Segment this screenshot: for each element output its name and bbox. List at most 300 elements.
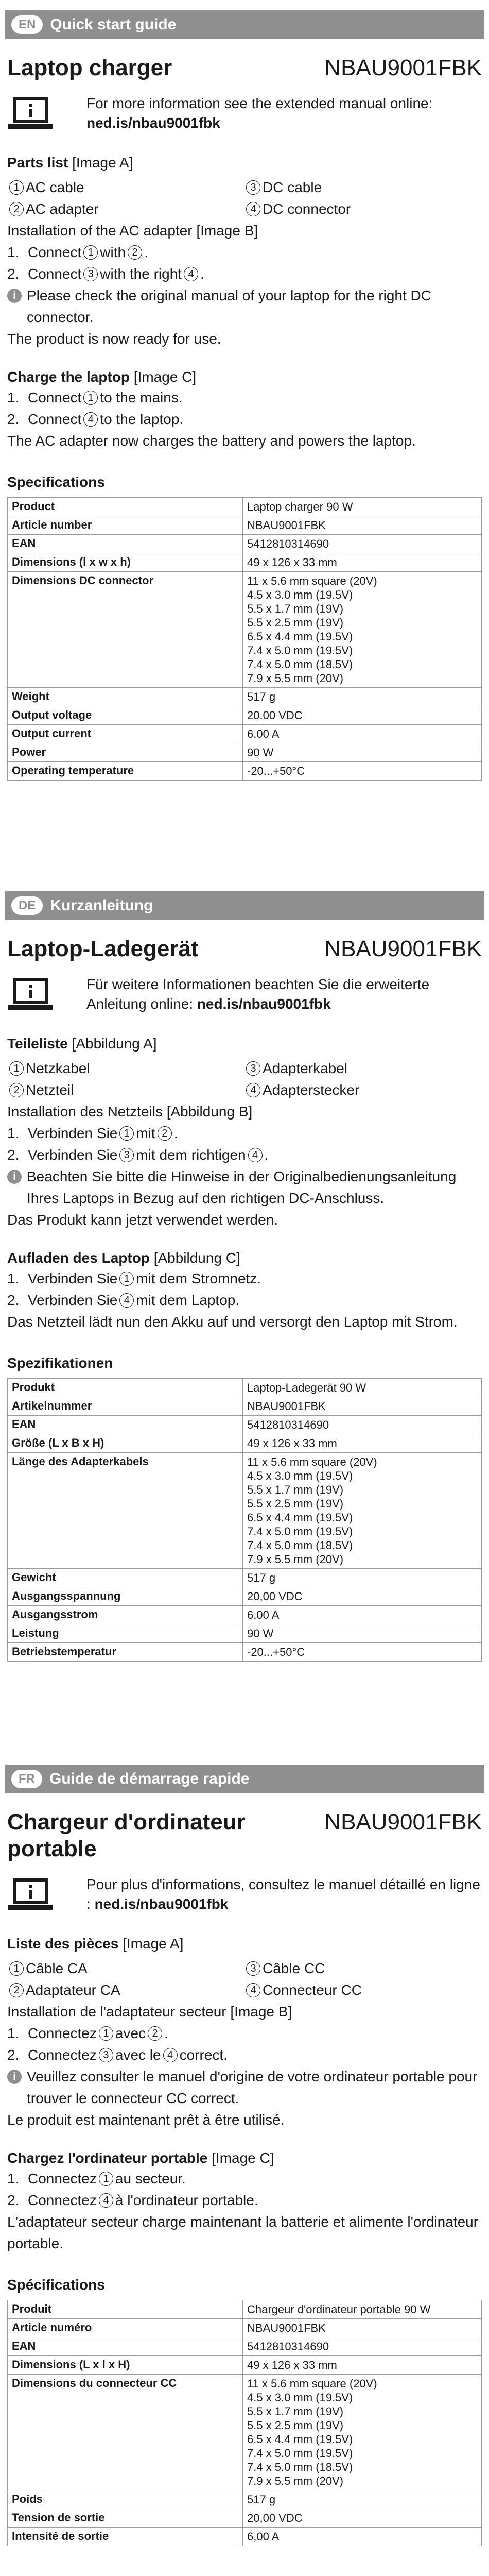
- specs-heading: Specifications: [7, 474, 105, 490]
- install-step: [7, 2044, 482, 2066]
- step-text: mit dem Stromnetz.: [136, 1270, 261, 1286]
- specs-row: [8, 2356, 482, 2375]
- number-circle: 2: [158, 1126, 172, 1141]
- specs-row: [8, 2375, 482, 2490]
- charge-heading-text: Charge the laptop: [7, 369, 130, 385]
- section-header-bar: [5, 891, 484, 920]
- note-text: Beachten Sie bitte die Hinweise in der Originalbedienungsanleitung Ihres Laptops in Bezug auf den richtigen DC-Anschluss.: [27, 1168, 457, 1206]
- number-circle: 2: [9, 1983, 24, 1997]
- spec-value-line: 49 x 126 x 33 mm: [247, 556, 337, 569]
- part-item: [244, 177, 481, 198]
- spec-value: [243, 1434, 482, 1453]
- product-title: Laptop charger: [7, 55, 172, 80]
- spec-value-line: 20,00 VDC: [247, 2512, 303, 2524]
- step-number: 2.: [7, 411, 20, 427]
- spec-key: Operating temperature: [8, 762, 243, 781]
- charge-heading-text: Chargez l'ordinateur portable: [7, 2150, 208, 2166]
- spec-value-line: 6,00 A: [247, 1608, 280, 1621]
- specs-row: [8, 498, 482, 516]
- language-badge: EN: [11, 15, 43, 34]
- spec-key: Artikelnummer: [8, 1397, 243, 1416]
- specs-table: [7, 497, 482, 781]
- charge-heading: [7, 2148, 482, 2168]
- specs-row: [8, 762, 482, 781]
- manual-link[interactable]: ned.is/nbau9001fbk: [86, 115, 220, 131]
- note-text: Veuillez consulter le manuel d'origine de votre ordinateur portable pour trouver le connecteur CC correct.: [27, 2069, 478, 2106]
- spec-value-line: 517 g: [247, 690, 276, 703]
- number-circle: 1: [119, 1126, 134, 1141]
- spec-key: Betriebstemperatur: [8, 1643, 243, 1662]
- spec-value: [243, 762, 482, 781]
- part-item: [7, 177, 244, 198]
- part-label: Adapterkabel: [263, 1060, 348, 1076]
- charge-heading-text: Aufladen des Laptop: [7, 1250, 150, 1266]
- spec-value-line: 11 x 5.6 mm square (20V): [247, 2377, 377, 2390]
- number-circle: 1: [9, 1061, 24, 1076]
- step-text: Connectez: [28, 2047, 97, 2063]
- specs-row: [8, 1397, 482, 1416]
- spec-value-line: 5412810314690: [247, 537, 329, 550]
- spec-value: [243, 572, 482, 688]
- product-title: Laptop-Ladegerät: [7, 936, 199, 961]
- info-row: [7, 94, 482, 135]
- ready-text: Das Produkt kann jetzt verwendet werden.: [7, 1212, 278, 1228]
- step-text: Connectez: [28, 2192, 97, 2208]
- charge-step: [7, 387, 482, 409]
- spec-key: Dimensions du connecteur CC: [8, 2375, 243, 2490]
- step-text: Connect: [28, 389, 82, 405]
- info-icon: i: [7, 289, 22, 303]
- step-text: mit dem richtigen: [136, 1147, 246, 1163]
- ready-text: Le produit est maintenant prêt à être utilisé.: [7, 2112, 285, 2128]
- step-number: 2.: [7, 1292, 20, 1308]
- spec-value-line: 7.4 x 5.0 mm (18.5V): [247, 2461, 353, 2473]
- spec-value-line: NBAU9001FBK: [247, 1400, 326, 1413]
- number-circle: 3: [246, 1961, 260, 1976]
- title-row: [7, 55, 482, 81]
- spec-value-line: 7.9 x 5.5 mm (20V): [247, 672, 344, 685]
- spec-value-line: 7.4 x 5.0 mm (18.5V): [247, 658, 353, 671]
- step-text: Verbinden Sie: [28, 1147, 118, 1163]
- install-step: [7, 1144, 482, 1166]
- spec-value-line: 11 x 5.6 mm square (20V): [247, 574, 377, 587]
- number-circle: 3: [119, 1148, 134, 1162]
- spec-value: [243, 1643, 482, 1662]
- spec-key: Power: [8, 743, 243, 762]
- parts-heading-text: Liste des pièces: [7, 1936, 119, 1952]
- part-label: Netzkabel: [26, 1060, 90, 1076]
- step-text: .: [264, 1147, 269, 1163]
- spec-value-line: NBAU9001FBK: [247, 2321, 326, 2334]
- step-number: 2.: [7, 2047, 20, 2063]
- install-step: [7, 1123, 482, 1144]
- spec-value-line: Laptop charger 90 W: [247, 500, 353, 513]
- spec-value: [243, 2319, 482, 2337]
- info-text: [86, 975, 482, 1014]
- parts-list: [7, 1958, 482, 2001]
- info-icon: i: [7, 1170, 22, 1184]
- step-number: 2.: [7, 2192, 20, 2208]
- spec-value-line: 517 g: [247, 1571, 276, 1584]
- specs-row: [8, 1569, 482, 1587]
- part-item: [7, 1979, 244, 2001]
- specs-row: [8, 1624, 482, 1643]
- spec-value-line: 7.9 x 5.5 mm (20V): [247, 1553, 344, 1566]
- part-label: Connecteur CC: [263, 1982, 362, 1998]
- spec-key: Dimensions (L x l x H): [8, 2356, 243, 2375]
- charge-heading: [7, 1248, 482, 1268]
- spec-value-line: 6.5 x 4.4 mm (19.5V): [247, 2433, 353, 2446]
- product-code: NBAU9001FBK: [324, 55, 482, 80]
- step-number: 1.: [7, 2025, 20, 2041]
- charge-step: [7, 409, 482, 430]
- info-row: [7, 1875, 482, 1917]
- spec-value: [243, 1587, 482, 1606]
- step-text: .: [200, 266, 204, 282]
- specs-row: [8, 1643, 482, 1662]
- spec-key: Output current: [8, 725, 243, 743]
- spec-key: Leistung: [8, 1624, 243, 1643]
- spec-value-line: 90 W: [247, 746, 274, 759]
- charge-heading: [7, 367, 482, 387]
- spec-key: EAN: [8, 2337, 243, 2356]
- laptop-info-icon: [7, 1878, 54, 1917]
- step-text: correct.: [179, 2047, 228, 2063]
- section-content: [0, 1809, 489, 2546]
- spec-key: Output voltage: [8, 706, 243, 725]
- step-text: Connectez: [28, 2171, 97, 2187]
- section-content: [0, 936, 489, 1662]
- manual-link[interactable]: ned.is/nbau9001fbk: [94, 1896, 229, 1912]
- step-text: avec le: [115, 2047, 161, 2063]
- guide-title: Quick start guide: [50, 16, 177, 33]
- laptop-info-icon: [7, 97, 54, 135]
- number-circle: 4: [83, 412, 98, 427]
- spec-value: [243, 2490, 482, 2509]
- spec-value-line: -20...+50°C: [247, 765, 305, 777]
- number-circle: 1: [83, 391, 98, 405]
- charge-ref: [Image C]: [212, 2150, 274, 2166]
- spec-value: [243, 1397, 482, 1416]
- specs-row: [8, 1587, 482, 1606]
- install-heading: Installation de l'adaptateur secteur [Image B]: [7, 2004, 292, 2020]
- spec-value-line: 6,00 A: [247, 2530, 280, 2543]
- spec-value-line: 5412810314690: [247, 1418, 329, 1431]
- spec-value-line: 4.5 x 3.0 mm (19.5V): [247, 588, 353, 601]
- install-step: [7, 242, 482, 263]
- charge-text: Das Netzteil lädt nun den Akku auf und versorgt den Laptop mit Strom.: [7, 1314, 458, 1330]
- specs-row: [8, 2337, 482, 2356]
- spec-key: Article number: [8, 516, 243, 535]
- install-heading: Installation of the AC adapter [Image B]: [7, 223, 258, 239]
- number-circle: 2: [128, 245, 142, 260]
- note-text: Please check the original manual of your laptop for the right DC connector.: [27, 287, 431, 325]
- spec-value-line: 7.4 x 5.0 mm (18.5V): [247, 1539, 353, 1552]
- part-item: [244, 1058, 481, 1079]
- parts-heading-text: Parts list: [7, 155, 68, 171]
- spec-key: Intensité de sortie: [8, 2528, 243, 2546]
- spec-key: Länge des Adapterkabels: [8, 1453, 243, 1569]
- spec-value: [243, 688, 482, 706]
- spec-value-line: 5.5 x 1.7 mm (19V): [247, 2405, 344, 2418]
- spec-value: [243, 1453, 482, 1569]
- spec-key: Dimensions DC connector: [8, 572, 243, 688]
- ready-text: The product is now ready for use.: [7, 331, 221, 347]
- step-text: Verbinden Sie: [28, 1270, 118, 1286]
- part-label: DC connector: [263, 201, 351, 217]
- part-label: DC cable: [263, 179, 322, 195]
- spec-value-line: 49 x 126 x 33 mm: [247, 1437, 337, 1450]
- specs-row: [8, 2300, 482, 2319]
- specs-row: [8, 1453, 482, 1569]
- spec-value: [243, 516, 482, 535]
- spec-value: [243, 1606, 482, 1624]
- parts-heading-text: Teileliste: [7, 1036, 68, 1052]
- info-text-body: For more information see the extended manual online:: [86, 95, 433, 111]
- spec-value-line: Chargeur d'ordinateur portable 90 W: [247, 2303, 431, 2316]
- specs-row: [8, 2319, 482, 2337]
- spec-value: [243, 2528, 482, 2546]
- specs-row: [8, 743, 482, 762]
- specs-row: [8, 553, 482, 572]
- number-circle: 1: [9, 180, 24, 195]
- spec-value: [243, 725, 482, 743]
- spec-value: [243, 535, 482, 553]
- charge-step: [7, 2190, 482, 2211]
- spec-value-line: 4.5 x 3.0 mm (19.5V): [247, 1469, 353, 1482]
- part-item: [7, 198, 244, 220]
- spec-value-line: 6.5 x 4.4 mm (19.5V): [247, 1511, 353, 1524]
- spec-value-line: 7.9 x 5.5 mm (20V): [247, 2475, 344, 2487]
- spec-key: Poids: [8, 2490, 243, 2509]
- step-number: 1.: [7, 2171, 20, 2187]
- step-text: .: [144, 244, 148, 260]
- spec-value: [243, 1379, 482, 1397]
- install-step: [7, 263, 482, 285]
- specs-row: [8, 688, 482, 706]
- spec-key: Produit: [8, 2300, 243, 2319]
- spec-value-line: 49 x 126 x 33 mm: [247, 2359, 337, 2371]
- parts-ref: [Abbildung A]: [72, 1036, 157, 1052]
- number-circle: 4: [119, 1293, 134, 1308]
- section-fr: [0, 1765, 489, 2546]
- spec-value: [243, 553, 482, 572]
- part-item: [7, 1079, 244, 1101]
- step-number: 2.: [7, 266, 20, 282]
- language-badge: FR: [11, 1770, 42, 1788]
- spec-value-line: 20.00 VDC: [247, 709, 303, 722]
- number-circle: 2: [9, 1083, 24, 1097]
- spec-value: [243, 2337, 482, 2356]
- info-text-body: Pour plus d'informations, consultez le manuel détaillé en ligne :: [86, 1876, 480, 1912]
- spec-key: Tension de sortie: [8, 2509, 243, 2528]
- part-label: Câble CC: [263, 1960, 325, 1976]
- info-text: [86, 1875, 482, 1914]
- spec-value-line: -20...+50°C: [247, 1646, 305, 1658]
- charge-ref: [Image C]: [133, 369, 197, 385]
- part-item: [244, 1079, 481, 1101]
- step-number: 1.: [7, 244, 20, 260]
- parts-heading: [7, 153, 482, 173]
- manual-link[interactable]: ned.is/nbau9001fbk: [197, 996, 331, 1012]
- section-header-bar: [5, 1765, 484, 1793]
- spec-key: Ausgangsstrom: [8, 1606, 243, 1624]
- spec-value: [243, 2509, 482, 2528]
- spec-value-line: 4.5 x 3.0 mm (19.5V): [247, 2391, 353, 2404]
- spec-value-line: Laptop-Ladegerät 90 W: [247, 1381, 366, 1394]
- specs-row: [8, 516, 482, 535]
- number-circle: 4: [163, 2048, 178, 2062]
- step-number: 1.: [7, 389, 20, 405]
- number-circle: 2: [9, 202, 24, 216]
- specs-row: [8, 1379, 482, 1397]
- language-badge: DE: [11, 896, 43, 915]
- specs-heading: Spezifikationen: [7, 1355, 113, 1371]
- number-circle: 4: [99, 2193, 113, 2208]
- part-item: [7, 1958, 244, 1979]
- section-de: [0, 891, 489, 1662]
- number-circle: 4: [246, 1083, 260, 1097]
- step-text: au secteur.: [115, 2171, 186, 2187]
- charge-ref: [Abbildung C]: [153, 1250, 240, 1266]
- spec-key: EAN: [8, 1416, 243, 1434]
- install-step: [7, 2023, 482, 2044]
- part-item: [7, 1058, 244, 1079]
- specs-row: [8, 535, 482, 553]
- specs-table: [7, 1378, 482, 1662]
- spec-value-line: 6.00 A: [247, 727, 280, 740]
- part-label: Adapterstecker: [263, 1082, 360, 1098]
- parts-heading: [7, 1034, 482, 1054]
- laptop-info-icon: [7, 978, 54, 1016]
- specs-row: [8, 2528, 482, 2546]
- title-row: [7, 936, 482, 962]
- spec-key: Ausgangsspannung: [8, 1587, 243, 1606]
- spec-value: [243, 498, 482, 516]
- spec-key: Dimensions (l x w x h): [8, 553, 243, 572]
- spec-key: Gewicht: [8, 1569, 243, 1587]
- step-text: Connect: [28, 244, 82, 260]
- step-text: avec: [115, 2025, 146, 2041]
- part-label: AC cable: [26, 179, 84, 195]
- spec-value-line: 5.5 x 1.7 mm (19V): [247, 602, 344, 615]
- section-content: [0, 55, 489, 781]
- number-circle: 1: [83, 245, 98, 260]
- specs-table: [7, 2300, 482, 2546]
- part-label: Câble CA: [26, 1960, 88, 1976]
- info-text-body: Für weitere Informationen beachten Sie die erweiterte Anleitung online:: [86, 976, 430, 1012]
- spec-value-line: 11 x 5.6 mm square (20V): [247, 1455, 377, 1468]
- parts-list: [7, 177, 482, 220]
- specs-heading: Spécifications: [7, 2277, 105, 2293]
- number-circle: 4: [248, 1148, 263, 1162]
- part-label: Adaptateur CA: [26, 1982, 120, 1998]
- spec-value: [243, 1416, 482, 1434]
- spec-value-line: 5.5 x 2.5 mm (19V): [247, 2419, 344, 2432]
- spec-value-line: 90 W: [247, 1627, 274, 1640]
- install-note: [7, 1166, 482, 1209]
- spec-value: [243, 1624, 482, 1643]
- part-item: [244, 198, 481, 220]
- part-label: Netzteil: [26, 1082, 74, 1098]
- step-text: to the laptop.: [100, 411, 184, 427]
- step-text: .: [173, 1125, 178, 1141]
- step-text: with the right: [100, 266, 182, 282]
- spec-value: [243, 2356, 482, 2375]
- charge-step: [7, 2168, 482, 2190]
- step-text: mit dem Laptop.: [136, 1292, 240, 1308]
- step-text: .: [164, 2025, 168, 2041]
- number-circle: 3: [246, 1061, 260, 1076]
- number-circle: 2: [148, 2026, 162, 2041]
- number-circle: 4: [184, 267, 198, 281]
- number-circle: 1: [99, 2172, 113, 2186]
- spec-key: EAN: [8, 535, 243, 553]
- install-note: [7, 2066, 482, 2109]
- info-row: [7, 975, 482, 1016]
- charge-step: [7, 1268, 482, 1290]
- spec-value-line: 7.4 x 5.0 mm (19.5V): [247, 644, 353, 657]
- parts-list: [7, 1058, 482, 1101]
- spec-value-line: 5.5 x 1.7 mm (19V): [247, 1483, 344, 1496]
- part-item: [244, 1958, 481, 1979]
- spec-key: Weight: [8, 688, 243, 706]
- product-code: NBAU9001FBK: [324, 1809, 482, 1835]
- parts-ref: [Image A]: [123, 1936, 184, 1952]
- spec-value-line: 6.5 x 4.4 mm (19.5V): [247, 630, 353, 643]
- number-circle: 3: [99, 2048, 113, 2062]
- spec-value: [243, 743, 482, 762]
- part-label: AC adapter: [26, 201, 99, 217]
- spec-key: Größe (L x B x H): [8, 1434, 243, 1453]
- product-code: NBAU9001FBK: [324, 936, 482, 961]
- step-text: mit: [136, 1125, 155, 1141]
- number-circle: 4: [246, 1983, 260, 1997]
- spec-value-line: 517 g: [247, 2493, 276, 2506]
- number-circle: 3: [246, 180, 260, 195]
- spec-value: [243, 2375, 482, 2490]
- specs-row: [8, 572, 482, 688]
- info-icon: i: [7, 2070, 22, 2084]
- number-circle: 3: [83, 267, 98, 281]
- step-text: to the mains.: [100, 389, 183, 405]
- step-text: Connect: [28, 266, 82, 282]
- number-circle: 4: [246, 202, 260, 216]
- guide-title: Guide de démarrage rapide: [49, 1770, 250, 1787]
- spec-key: Article numéro: [8, 2319, 243, 2337]
- guide-title: Kurzanleitung: [50, 897, 153, 914]
- charge-step: [7, 1290, 482, 1311]
- specs-row: [8, 1606, 482, 1624]
- info-text: [86, 94, 482, 133]
- install-note: [7, 285, 482, 328]
- step-text: Connectez: [28, 2025, 97, 2041]
- step-number: 1.: [7, 1125, 20, 1141]
- number-circle: 1: [9, 1961, 24, 1976]
- number-circle: 1: [99, 2026, 113, 2041]
- step-text: Connect: [28, 411, 82, 427]
- specs-row: [8, 2509, 482, 2528]
- spec-value-line: 5.5 x 2.5 mm (19V): [247, 616, 344, 629]
- part-item: [244, 1979, 481, 2001]
- spec-value: [243, 706, 482, 725]
- step-text: à l'ordinateur portable.: [115, 2192, 258, 2208]
- specs-row: [8, 2490, 482, 2509]
- section-en: [0, 10, 489, 781]
- product-title: Chargeur d'ordinateur portable: [7, 1809, 246, 1861]
- spec-value-line: 7.4 x 5.0 mm (19.5V): [247, 1525, 353, 1538]
- spec-value-line: 5.5 x 2.5 mm (19V): [247, 1497, 344, 1510]
